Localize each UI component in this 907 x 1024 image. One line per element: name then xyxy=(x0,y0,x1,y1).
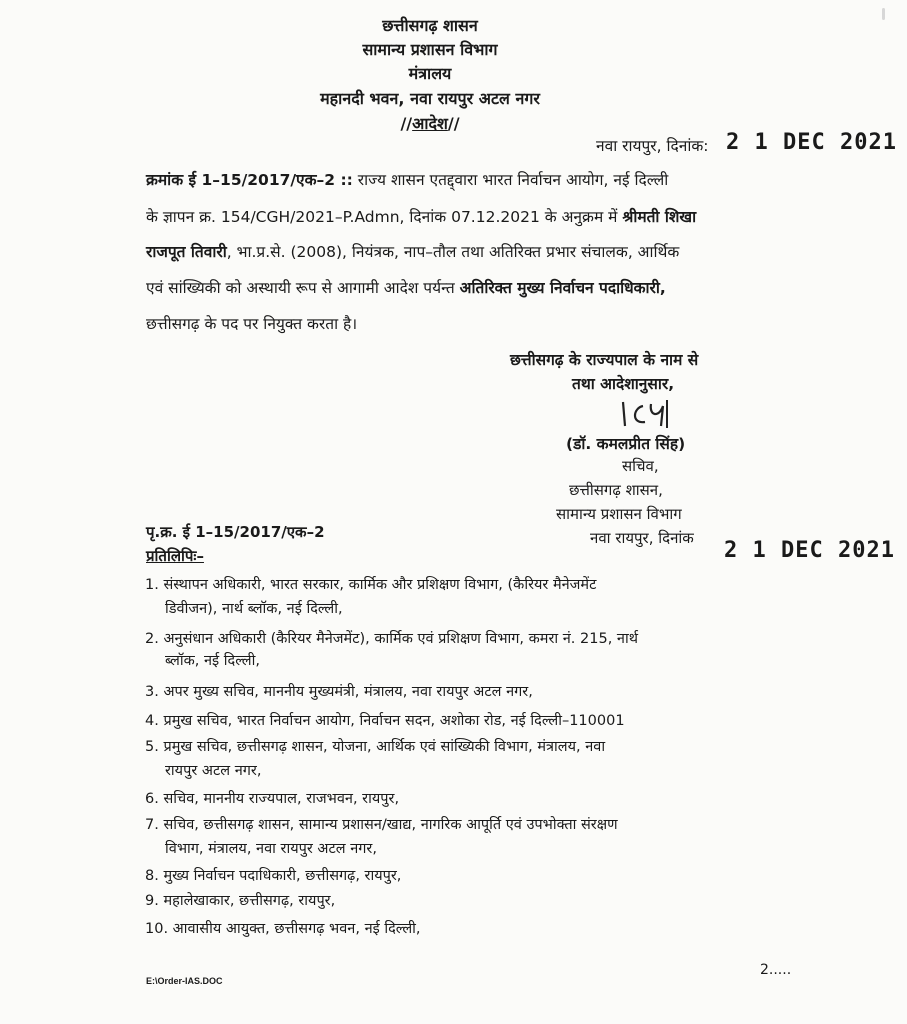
list-item-continuation: विभाग, मंत्रालय, नवा रायपुर अटल नगर, xyxy=(165,841,377,857)
order-line-1-text: राज्य शासन एतद्द्वारा भारत निर्वाचन आयोग, नई दिल्ली xyxy=(352,171,669,189)
order-line-4 xyxy=(146,276,666,298)
office-name: मंत्रालय xyxy=(408,64,452,83)
order-line-3-text: , भा.प्र.से. (2008), नियंत्रक, नाप–तौल तथा अतिरिक्त प्रभार संचालक, आर्थिक xyxy=(226,243,680,261)
endorsement-date-label: नवा रायपुर, दिनांक xyxy=(590,529,694,547)
scroll-indicator xyxy=(882,8,885,20)
date-line-1 xyxy=(596,134,709,156)
list-item: 4. प्रमुख सचिव, भारत निर्वाचन आयोग, निर्वाचन सदन, अशोका रोड, नई दिल्ली–110001 xyxy=(145,713,625,729)
address: महानदी भवन, नवा रायपुर अटल नगर xyxy=(320,89,540,108)
date-stamp-1: 2 1 DEC 2021 xyxy=(726,130,897,155)
next-page-marker: 2..... xyxy=(760,962,792,978)
list-item: 1. संस्थापन अधिकारी, भारत सरकार, कार्मिक और प्रशिक्षण विभाग, (कैरियर मैनेजमेंट xyxy=(145,577,597,593)
list-item: 7. सचिव, छत्तीसगढ़ शासन, सामान्य प्रशासन/खाद्य, नागरिक आपूर्ति एवं उपभोक्ता संरक्षण xyxy=(145,817,618,833)
order-line-1 xyxy=(146,168,668,190)
order-title xyxy=(250,112,610,134)
handwritten-signature xyxy=(615,396,695,432)
order-line-4-text: एवं सांख्यिकी को अस्थायी रूप से आगामी आदेश पर्यन्त xyxy=(146,279,460,297)
file-path: E:\Order-IAS.DOC xyxy=(146,976,223,986)
order-line-2-text: के ज्ञापन क्र. 154/CGH/2021–P.Admn, दिनांक 07.12.2021 के अनुक्रम में xyxy=(146,208,623,226)
list-item: 5. प्रमुख सचिव, छत्तीसगढ़ शासन, योजना, आर्थिक एवं सांख्यिकी विभाग, मंत्रालय, नवा xyxy=(145,739,606,755)
endorsement-ref: पृ.क्र. ई 1–15/2017/एक–2 xyxy=(146,523,325,541)
department-name: सामान्य प्रशासन विभाग xyxy=(362,40,498,59)
list-item-continuation: डिवीजन), नार्थ ब्लॉक, नई दिल्ली, xyxy=(165,601,343,617)
list-item-continuation: रायपुर अटल नगर, xyxy=(165,763,262,779)
order-line-2 xyxy=(146,205,696,227)
date-stamp-2: 2 1 DEC 2021 xyxy=(724,538,895,563)
date-label: नवा रायपुर, दिनांक: xyxy=(596,137,709,155)
signatory-name: (डॉ. कमलप्रीत सिंह) xyxy=(566,435,686,453)
order-title-suffix: // xyxy=(447,114,460,133)
list-item: 10. आवासीय आयुक्त, छत्तीसगढ़ भवन, नई दिल्ली, xyxy=(145,921,421,937)
appointed-post: अतिरिक्त मुख्य निर्वाचन पदाधिकारी, xyxy=(459,279,666,297)
signature-authority-line-2: तथा आदेशानुसार, xyxy=(572,375,675,393)
list-item: 3. अपर मुख्य सचिव, माननीय मुख्यमंत्री, मंत्रालय, नवा रायपुर अटल नगर, xyxy=(145,684,533,700)
officer-name-part2: राजपूत तिवारी xyxy=(146,243,227,261)
list-item: 6. सचिव, माननीय राज्यपाल, राजभवन, रायपुर, xyxy=(145,791,400,807)
list-item: 9. महालेखाकार, छत्तीसगढ़, रायपुर, xyxy=(145,893,336,909)
signatory-govt: छत्तीसगढ़ शासन, xyxy=(569,481,663,499)
order-line-3 xyxy=(146,240,679,262)
order-number: क्रमांक ई 1–15/2017/एक–2 :: xyxy=(146,171,353,189)
signature-authority-line-1: छत्तीसगढ़ के राज्यपाल के नाम से xyxy=(510,351,699,369)
copy-to-heading: प्रतिलिपिः– xyxy=(146,547,204,565)
order-title-prefix: // xyxy=(400,114,413,133)
signatory-designation: सचिव, xyxy=(622,457,659,475)
list-item-continuation: ब्लॉक, नई दिल्ली, xyxy=(165,653,260,669)
signatory-department: सामान्य प्रशासन विभाग xyxy=(556,505,682,523)
list-item: 2. अनुसंधान अधिकारी (कैरियर मैनेजमेंट), कार्मिक एवं प्रशिक्षण विभाग, कमरा नं. 215, नार्थ xyxy=(145,631,638,647)
officer-name-part1: श्रीमती शिखा xyxy=(622,208,697,226)
order-line-5: छत्तीसगढ़ के पद पर नियुक्त करता है। xyxy=(146,315,358,333)
order-title-text: आदेश xyxy=(412,114,448,133)
govt-name: छत्तीसगढ़ शासन xyxy=(382,16,478,35)
list-item: 8. मुख्य निर्वाचन पदाधिकारी, छत्तीसगढ़, रायपुर, xyxy=(145,868,402,884)
